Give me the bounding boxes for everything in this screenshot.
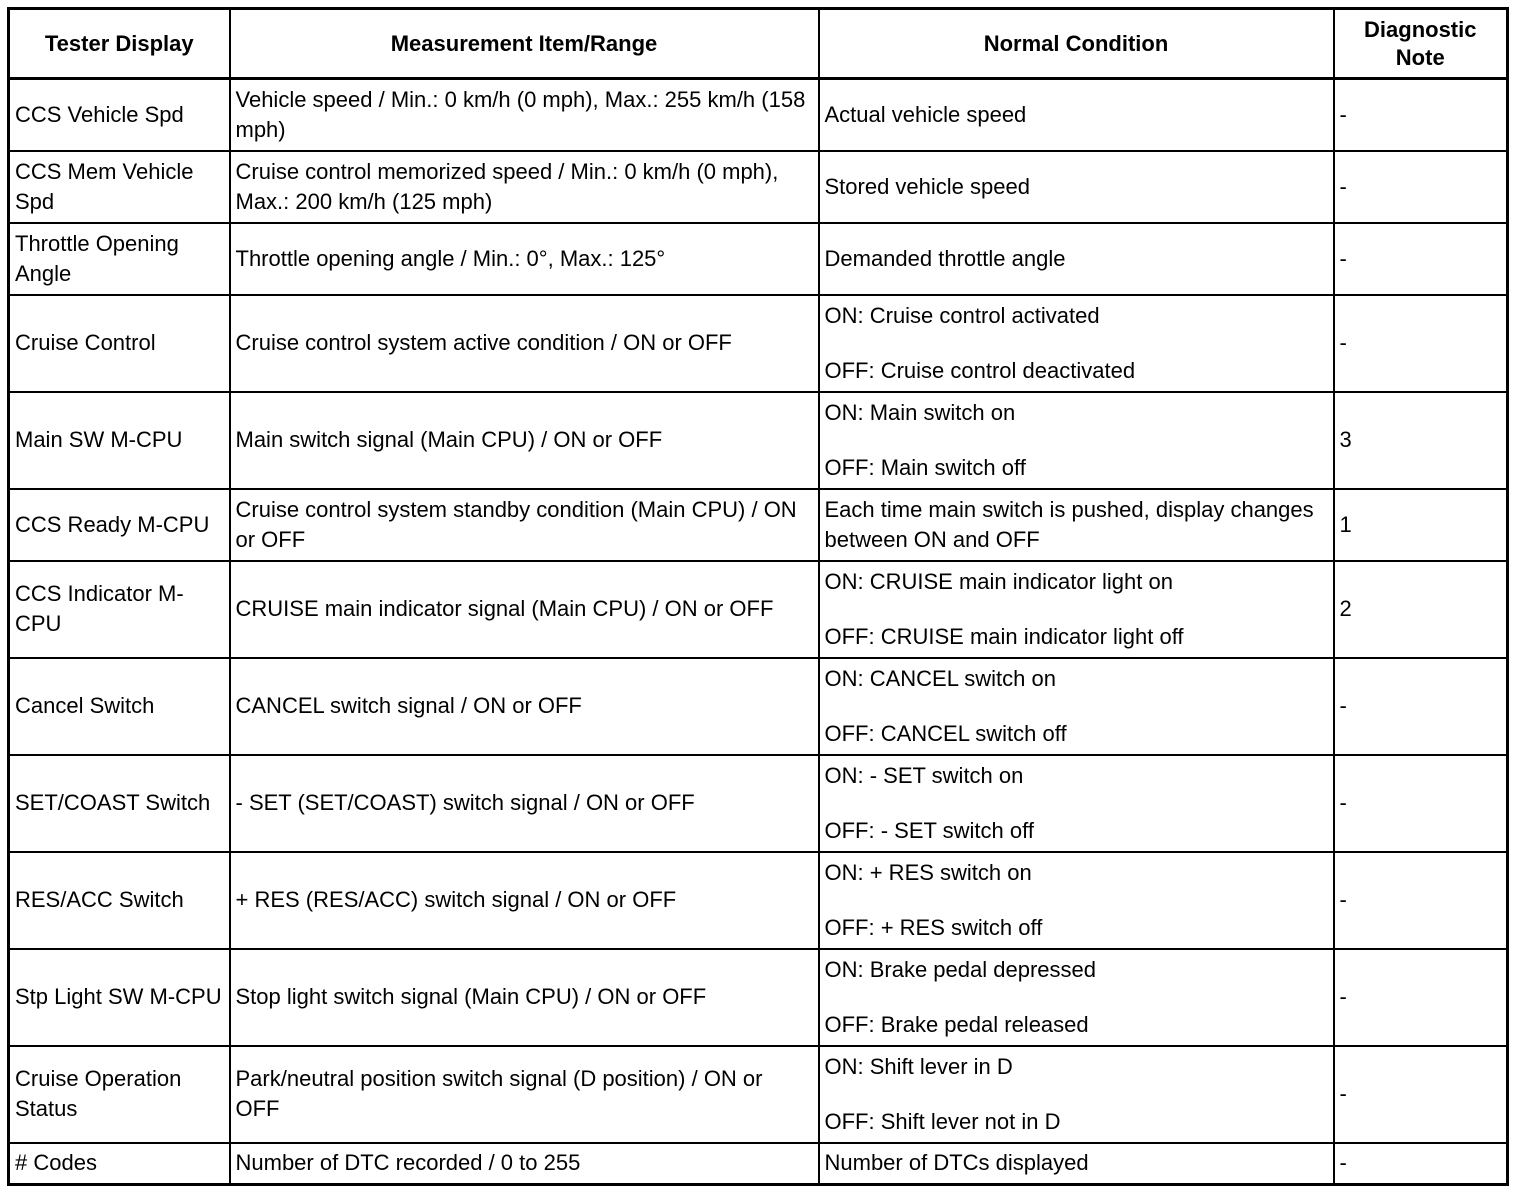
- normal-condition-line: OFF: + RES switch off: [824, 914, 1043, 940]
- normal-condition-cell: [819, 561, 1334, 658]
- table-row: [9, 392, 1508, 489]
- table-row: [9, 949, 1508, 1046]
- table-row: [9, 1143, 1508, 1185]
- measurement-cell: - SET (SET/COAST) switch signal / ON or OFF: [230, 755, 819, 852]
- tester-display-cell: SET/COAST Switch: [9, 755, 230, 852]
- diagnostic-note-cell: -: [1334, 223, 1508, 295]
- table-row: [9, 1046, 1508, 1143]
- tester-display-cell: Cancel Switch: [9, 658, 230, 755]
- table-row: [9, 755, 1508, 852]
- diagnostic-note-cell: -: [1334, 79, 1508, 151]
- measurement-cell: Stop light switch signal (Main CPU) / ON or OFF: [230, 949, 819, 1046]
- tester-display-cell: # Codes: [9, 1143, 230, 1185]
- normal-condition-line: ON: Main switch on: [824, 399, 1016, 425]
- normal-condition-line: Each time main switch is pushed, display changes between ON and OFF: [824, 496, 1314, 552]
- tester-display-cell: Main SW M-CPU: [9, 392, 230, 489]
- normal-condition-line: ON: Brake pedal depressed: [824, 956, 1096, 982]
- header-normal-condition: Normal Condition: [819, 9, 1334, 79]
- normal-condition-line: OFF: Brake pedal released: [824, 1011, 1089, 1037]
- normal-condition-cell: [819, 1046, 1334, 1143]
- table-row: [9, 658, 1508, 755]
- tester-display-cell: Stp Light SW M-CPU: [9, 949, 230, 1046]
- measurement-cell: Cruise control system active condition / ON or OFF: [230, 295, 819, 392]
- table-row: [9, 561, 1508, 658]
- tester-display-cell: RES/ACC Switch: [9, 852, 230, 949]
- normal-condition-line: OFF: CRUISE main indicator light off: [824, 623, 1184, 649]
- measurement-cell: Cruise control system standby condition (Main CPU) / ON or OFF: [230, 489, 819, 561]
- normal-condition-cell: [819, 755, 1334, 852]
- normal-condition-line: OFF: Shift lever not in D: [824, 1108, 1061, 1134]
- normal-condition-line: Stored vehicle speed: [824, 173, 1030, 199]
- header-diagnostic-note: [1334, 9, 1508, 79]
- normal-condition-line: ON: CANCEL switch on: [824, 665, 1056, 691]
- header-row: [9, 9, 1508, 79]
- normal-condition-cell: [819, 1143, 1334, 1185]
- diagnostic-note-cell: 3: [1334, 392, 1508, 489]
- normal-condition-line: OFF: - SET switch off: [824, 817, 1034, 843]
- table-row: [9, 852, 1508, 949]
- table-row: [9, 151, 1508, 223]
- tester-display-cell: CCS Indicator M-CPU: [9, 561, 230, 658]
- diagnostic-note-cell: -: [1334, 852, 1508, 949]
- tester-display-cell: CCS Ready M-CPU: [9, 489, 230, 561]
- diagnostic-note-cell: 2: [1334, 561, 1508, 658]
- normal-condition-line: Number of DTCs displayed: [824, 1150, 1089, 1176]
- tester-display-cell: Cruise Operation Status: [9, 1046, 230, 1143]
- measurement-cell: CANCEL switch signal / ON or OFF: [230, 658, 819, 755]
- measurement-cell: Park/neutral position switch signal (D position) / ON or OFF: [230, 1046, 819, 1143]
- normal-condition-line: ON: Shift lever in D: [824, 1053, 1013, 1079]
- tester-display-cell: CCS Vehicle Spd: [9, 79, 230, 151]
- normal-condition-line: OFF: CANCEL switch off: [824, 720, 1067, 746]
- header-measurement: Measurement Item/Range: [230, 9, 819, 79]
- tester-display-cell: CCS Mem Vehicle Spd: [9, 151, 230, 223]
- diagnostic-note-cell: -: [1334, 755, 1508, 852]
- data-list-table: [7, 7, 1509, 1186]
- measurement-cell: Throttle opening angle / Min.: 0°, Max.: 125°: [230, 223, 819, 295]
- normal-condition-line: ON: Cruise control activated: [824, 302, 1100, 328]
- normal-condition-line: OFF: Cruise control deactivated: [824, 357, 1136, 383]
- header-diagnostic-note-line2: Note: [1395, 44, 1445, 70]
- measurement-cell: Main switch signal (Main CPU) / ON or OFF: [230, 392, 819, 489]
- tester-display-cell: Throttle Opening Angle: [9, 223, 230, 295]
- normal-condition-line: ON: - SET switch on: [824, 762, 1024, 788]
- table-row: [9, 79, 1508, 151]
- diagnostic-note-cell: -: [1334, 1046, 1508, 1143]
- normal-condition-cell: [819, 489, 1334, 561]
- normal-condition-cell: [819, 295, 1334, 392]
- normal-condition-line: Actual vehicle speed: [824, 101, 1027, 127]
- normal-condition-line: Demanded throttle angle: [824, 245, 1066, 271]
- measurement-cell: CRUISE main indicator signal (Main CPU) / ON or OFF: [230, 561, 819, 658]
- tester-display-cell: Cruise Control: [9, 295, 230, 392]
- normal-condition-cell: [819, 658, 1334, 755]
- measurement-cell: Cruise control memorized speed / Min.: 0 km/h (0 mph), Max.: 200 km/h (125 mph): [230, 151, 819, 223]
- normal-condition-line: ON: CRUISE main indicator light on: [824, 568, 1173, 594]
- table-row: [9, 223, 1508, 295]
- measurement-cell: + RES (RES/ACC) switch signal / ON or OFF: [230, 852, 819, 949]
- measurement-cell: Vehicle speed / Min.: 0 km/h (0 mph), Max.: 255 km/h (158 mph): [230, 79, 819, 151]
- header-tester-display: Tester Display: [9, 9, 230, 79]
- diagnostic-note-cell: -: [1334, 1143, 1508, 1185]
- normal-condition-cell: [819, 223, 1334, 295]
- diagnostic-note-cell: -: [1334, 949, 1508, 1046]
- table-row: [9, 295, 1508, 392]
- diagnostic-note-cell: 1: [1334, 489, 1508, 561]
- diagnostic-note-cell: -: [1334, 658, 1508, 755]
- diagnostic-note-cell: -: [1334, 295, 1508, 392]
- normal-condition-cell: [819, 852, 1334, 949]
- normal-condition-cell: [819, 79, 1334, 151]
- diagnostic-note-cell: -: [1334, 151, 1508, 223]
- table-row: [9, 489, 1508, 561]
- normal-condition-line: OFF: Main switch off: [824, 454, 1026, 480]
- normal-condition-cell: [819, 151, 1334, 223]
- measurement-cell: Number of DTC recorded / 0 to 255: [230, 1143, 819, 1185]
- normal-condition-cell: [819, 949, 1334, 1046]
- header-diagnostic-note-line1: Diagnostic: [1364, 16, 1477, 42]
- normal-condition-line: ON: + RES switch on: [824, 859, 1032, 885]
- normal-condition-cell: [819, 392, 1334, 489]
